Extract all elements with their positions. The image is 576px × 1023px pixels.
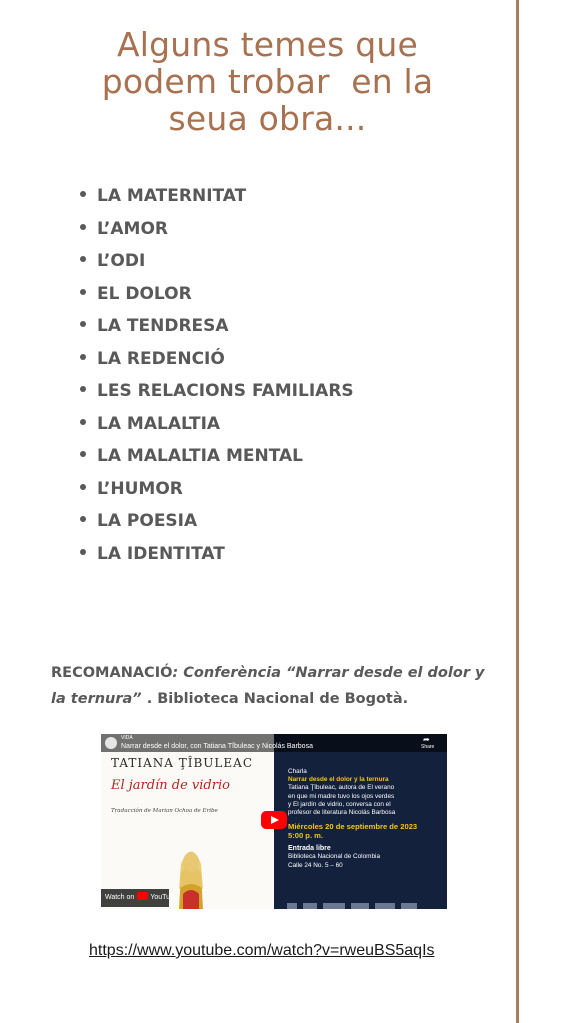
bullet-icon bbox=[80, 289, 86, 295]
topic-label: L’HUMOR bbox=[97, 478, 183, 499]
topic-label: L’AMOR bbox=[97, 218, 168, 239]
topic-item bbox=[80, 538, 354, 571]
event-desc-2: en que mi madre tuvo los ojos verdes bbox=[288, 792, 395, 800]
channel-avatar[interactable] bbox=[105, 737, 117, 749]
topic-item bbox=[80, 473, 354, 506]
watch-label: Watch on bbox=[105, 894, 135, 901]
youtube-label: YouTube bbox=[150, 894, 178, 901]
book-translation: Traducción de Marian Ochoa de Eribe bbox=[111, 808, 218, 814]
event-type: Charla bbox=[288, 768, 307, 775]
event-info bbox=[288, 768, 443, 870]
watch-on-youtube-button[interactable] bbox=[101, 889, 178, 907]
topic-item bbox=[80, 408, 354, 441]
video-thumbnail-book bbox=[101, 734, 274, 909]
video-title[interactable]: Narrar desde el dolor, con Tatiana Tîbuleac y Nicolás Barbosa bbox=[121, 743, 313, 750]
share-label[interactable]: Share bbox=[421, 744, 435, 750]
bullet-icon bbox=[80, 516, 86, 522]
sponsor-logos bbox=[287, 894, 437, 902]
title-line-3: seua obra... bbox=[168, 99, 367, 138]
topic-label: LA REDENCIÓ bbox=[97, 348, 225, 369]
page-title bbox=[40, 26, 495, 137]
bullet-icon bbox=[80, 451, 86, 457]
topic-item bbox=[80, 310, 354, 343]
entry-label: Entrada libre bbox=[288, 845, 331, 853]
bullet-icon bbox=[80, 419, 86, 425]
topic-item bbox=[80, 343, 354, 376]
event-time: 5:00 p. m. bbox=[288, 831, 324, 841]
title-line-1: Alguns temes que bbox=[117, 25, 418, 64]
bullet-icon bbox=[80, 321, 86, 327]
book-title: El jardín de vidrio bbox=[111, 778, 230, 793]
address: Calle 24 No. 5 – 60 bbox=[288, 861, 343, 869]
topic-label: LA TENDRESA bbox=[97, 316, 229, 336]
vertical-divider bbox=[516, 0, 519, 1023]
topic-item bbox=[80, 375, 354, 408]
event-desc-4: profesor de literatura Nicolás Barbosa bbox=[288, 809, 396, 817]
topic-label: LA IDENTITAT bbox=[97, 543, 225, 564]
youtube-logo-icon bbox=[137, 892, 148, 900]
topic-label: EL DOLOR bbox=[97, 283, 192, 304]
topic-label: LA MATERNITAT bbox=[97, 186, 247, 206]
bullet-icon bbox=[80, 484, 86, 490]
youtube-embed[interactable] bbox=[101, 734, 447, 909]
bullet-icon bbox=[80, 256, 86, 262]
recommendation-quote: “Narrar desde el dolor y la ternura” bbox=[51, 665, 485, 707]
youtube-link[interactable]: https://www.youtube.com/watch?v=rweuBS5aqIs bbox=[89, 942, 435, 959]
youtube-play-icon[interactable] bbox=[261, 811, 287, 829]
event-desc-1: Tatiana Ţîbuleac, autora de El verano bbox=[288, 784, 395, 792]
topic-item bbox=[80, 245, 354, 278]
topic-item bbox=[80, 278, 354, 311]
book-author: TATIANA ŢÎBULEAC bbox=[111, 756, 253, 770]
topic-label: LA MALALTIA bbox=[97, 413, 221, 434]
topics-list bbox=[80, 180, 354, 570]
recommendation-prefix: RECOMANACIÓ bbox=[51, 665, 173, 681]
topic-item bbox=[80, 180, 354, 213]
event-title: Narrar desde el dolor y la ternura bbox=[288, 776, 389, 784]
topic-item bbox=[80, 213, 354, 246]
bullet-icon bbox=[80, 549, 86, 555]
bullet-icon bbox=[80, 191, 86, 197]
event-date: Miércoles 20 de septiembre de 2023 bbox=[288, 822, 418, 832]
recommendation-text bbox=[51, 660, 491, 712]
topic-label: LA MALALTIA MENTAL bbox=[97, 446, 304, 466]
channel-label: VIDA bbox=[121, 735, 133, 741]
topic-label: LES RELACIONS FAMILIARS bbox=[97, 381, 354, 401]
bullet-icon bbox=[80, 386, 86, 392]
topic-item bbox=[80, 440, 354, 473]
venue: Biblioteca Nacional de Colombia bbox=[288, 853, 381, 861]
share-icon[interactable]: ➦ bbox=[423, 735, 430, 744]
bullet-icon bbox=[80, 354, 86, 360]
video-top-bar bbox=[101, 734, 447, 752]
bullet-icon bbox=[80, 224, 86, 230]
topic-item bbox=[80, 505, 354, 538]
recommendation-suffix: . Biblioteca Nacional de Bogotà. bbox=[141, 691, 409, 707]
topic-label: LA POESIA bbox=[97, 511, 198, 531]
event-desc-3: y El jardín de vidrio, conversa con el bbox=[288, 800, 391, 808]
recommendation-colon: : Conferència bbox=[172, 665, 287, 681]
title-line-2: podem trobar en la bbox=[101, 62, 434, 101]
topic-label: L’ODI bbox=[97, 251, 146, 271]
